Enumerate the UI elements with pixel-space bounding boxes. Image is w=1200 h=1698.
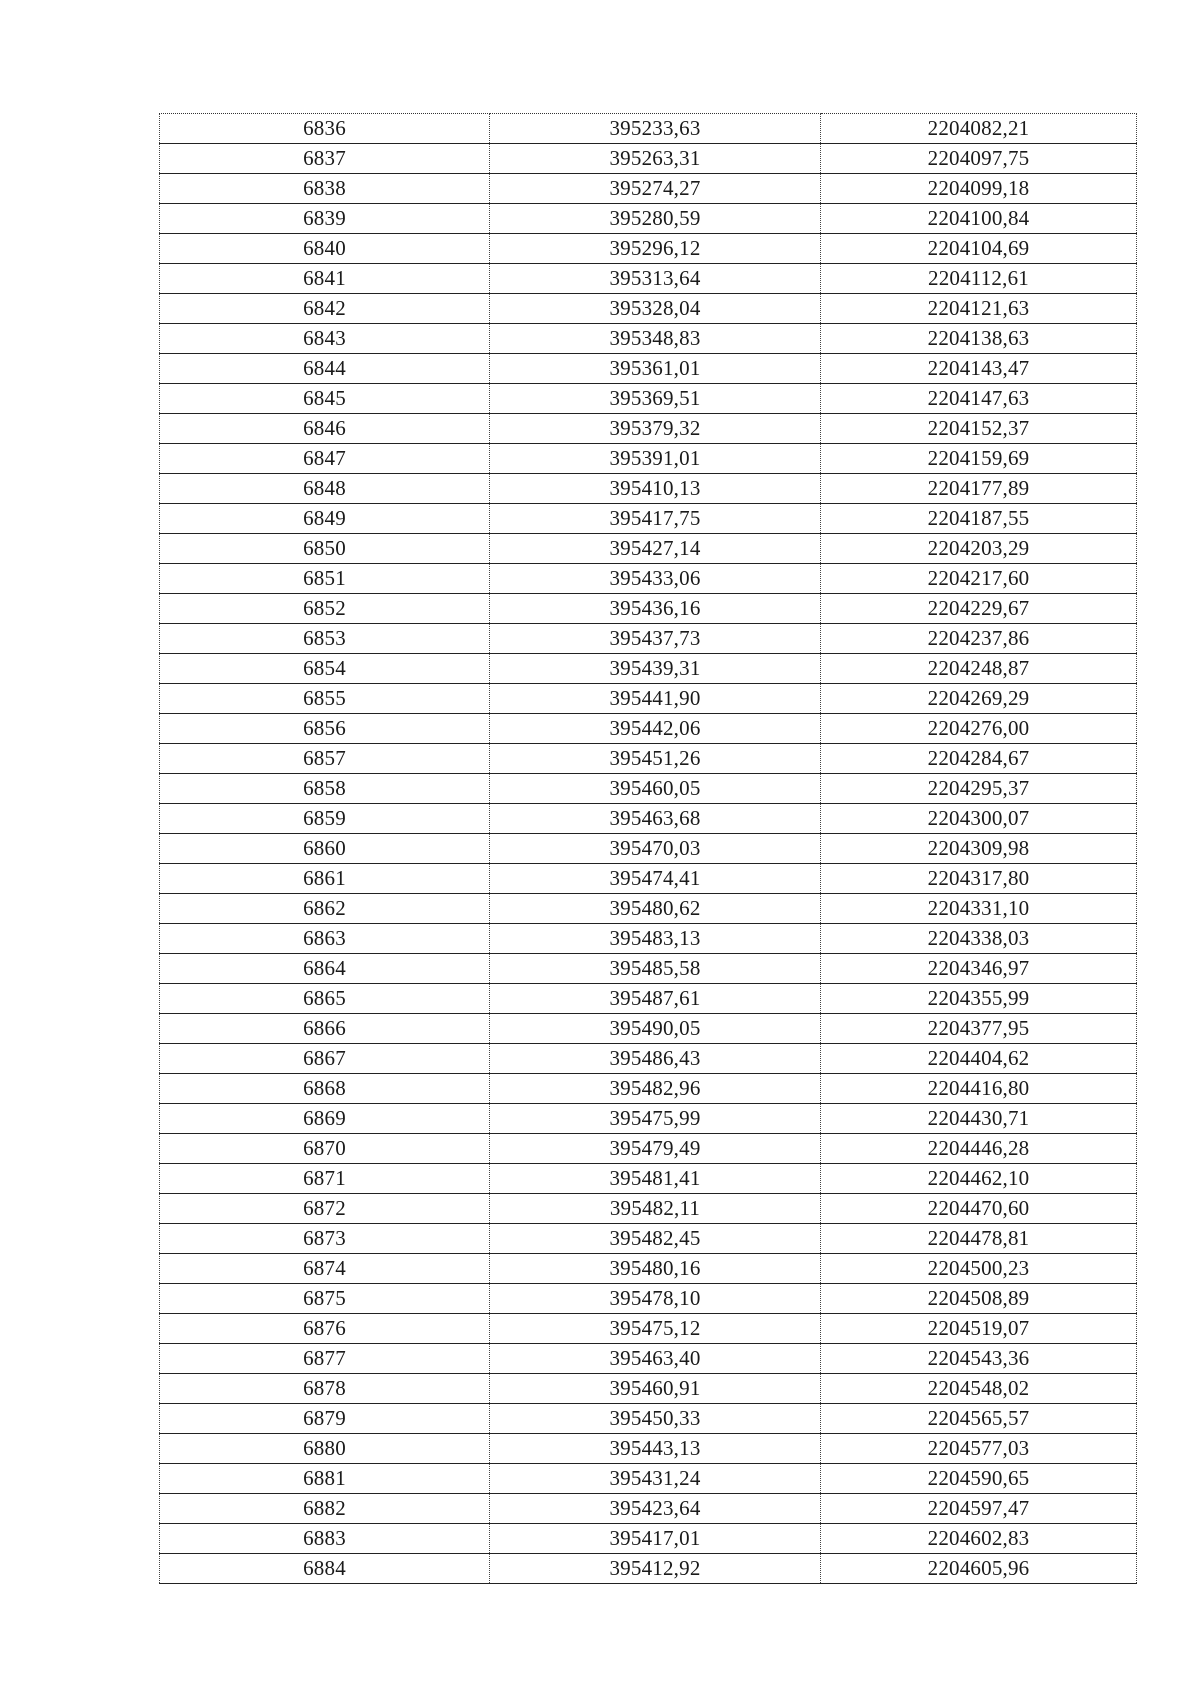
point-number-cell: 6874 [160, 1254, 490, 1284]
x-coordinate-cell: 395460,91 [490, 1374, 821, 1404]
table-row [160, 1284, 1137, 1314]
x-coordinate-cell: 395369,51 [490, 384, 821, 414]
x-coordinate-cell: 395437,73 [490, 624, 821, 654]
table-row [160, 354, 1137, 384]
table-row [160, 1434, 1137, 1464]
point-number-cell: 6855 [160, 684, 490, 714]
table-row [160, 984, 1137, 1014]
y-coordinate-cell: 2204577,03 [821, 1434, 1137, 1464]
x-coordinate-cell: 395439,31 [490, 654, 821, 684]
x-coordinate-cell: 395474,41 [490, 864, 821, 894]
y-coordinate-cell: 2204317,80 [821, 864, 1137, 894]
table-row [160, 234, 1137, 264]
y-coordinate-cell: 2204377,95 [821, 1014, 1137, 1044]
x-coordinate-cell: 395481,41 [490, 1164, 821, 1194]
point-number-cell: 6859 [160, 804, 490, 834]
y-coordinate-cell: 2204237,86 [821, 624, 1137, 654]
point-number-cell: 6836 [160, 114, 490, 144]
table-row [160, 894, 1137, 924]
x-coordinate-cell: 395463,68 [490, 804, 821, 834]
point-number-cell: 6856 [160, 714, 490, 744]
point-number-cell: 6883 [160, 1524, 490, 1554]
y-coordinate-cell: 2204331,10 [821, 894, 1137, 924]
x-coordinate-cell: 395361,01 [490, 354, 821, 384]
y-coordinate-cell: 2204269,29 [821, 684, 1137, 714]
x-coordinate-cell: 395463,40 [490, 1344, 821, 1374]
point-number-cell: 6865 [160, 984, 490, 1014]
y-coordinate-cell: 2204309,98 [821, 834, 1137, 864]
x-coordinate-cell: 395280,59 [490, 204, 821, 234]
x-coordinate-cell: 395431,24 [490, 1464, 821, 1494]
y-coordinate-cell: 2204248,87 [821, 654, 1137, 684]
y-coordinate-cell: 2204470,60 [821, 1194, 1137, 1224]
y-coordinate-cell: 2204355,99 [821, 984, 1137, 1014]
table-row [160, 1044, 1137, 1074]
point-number-cell: 6849 [160, 504, 490, 534]
table-row [160, 1254, 1137, 1284]
y-coordinate-cell: 2204478,81 [821, 1224, 1137, 1254]
point-number-cell: 6851 [160, 564, 490, 594]
x-coordinate-cell: 395480,16 [490, 1254, 821, 1284]
point-number-cell: 6854 [160, 654, 490, 684]
y-coordinate-cell: 2204099,18 [821, 174, 1137, 204]
point-number-cell: 6877 [160, 1344, 490, 1374]
y-coordinate-cell: 2204100,84 [821, 204, 1137, 234]
x-coordinate-cell: 395348,83 [490, 324, 821, 354]
x-coordinate-cell: 395470,03 [490, 834, 821, 864]
table-row [160, 834, 1137, 864]
x-coordinate-cell: 395483,13 [490, 924, 821, 954]
point-number-cell: 6879 [160, 1404, 490, 1434]
table-row [160, 564, 1137, 594]
table-row [160, 594, 1137, 624]
table-row [160, 1014, 1137, 1044]
x-coordinate-cell: 395487,61 [490, 984, 821, 1014]
point-number-cell: 6872 [160, 1194, 490, 1224]
point-number-cell: 6842 [160, 294, 490, 324]
point-number-cell: 6876 [160, 1314, 490, 1344]
table-row [160, 804, 1137, 834]
x-coordinate-cell: 395391,01 [490, 444, 821, 474]
point-number-cell: 6841 [160, 264, 490, 294]
point-number-cell: 6850 [160, 534, 490, 564]
x-coordinate-cell: 395443,13 [490, 1434, 821, 1464]
x-coordinate-cell: 395475,99 [490, 1104, 821, 1134]
x-coordinate-cell: 395296,12 [490, 234, 821, 264]
point-number-cell: 6863 [160, 924, 490, 954]
x-coordinate-cell: 395410,13 [490, 474, 821, 504]
y-coordinate-cell: 2204203,29 [821, 534, 1137, 564]
y-coordinate-cell: 2204082,21 [821, 114, 1137, 144]
y-coordinate-cell: 2204159,69 [821, 444, 1137, 474]
y-coordinate-cell: 2204112,61 [821, 264, 1137, 294]
x-coordinate-cell: 395328,04 [490, 294, 821, 324]
table-row [160, 444, 1137, 474]
point-number-cell: 6838 [160, 174, 490, 204]
table-row [160, 1224, 1137, 1254]
point-number-cell: 6881 [160, 1464, 490, 1494]
table-row [160, 534, 1137, 564]
y-coordinate-cell: 2204338,03 [821, 924, 1137, 954]
table-row [160, 924, 1137, 954]
table-row [160, 864, 1137, 894]
x-coordinate-cell: 395313,64 [490, 264, 821, 294]
x-coordinate-cell: 395274,27 [490, 174, 821, 204]
point-number-cell: 6884 [160, 1554, 490, 1584]
x-coordinate-cell: 395460,05 [490, 774, 821, 804]
point-number-cell: 6844 [160, 354, 490, 384]
table-row [160, 1404, 1137, 1434]
table-row [160, 414, 1137, 444]
y-coordinate-cell: 2204104,69 [821, 234, 1137, 264]
y-coordinate-cell: 2204284,67 [821, 744, 1137, 774]
point-number-cell: 6880 [160, 1434, 490, 1464]
x-coordinate-cell: 395433,06 [490, 564, 821, 594]
point-number-cell: 6868 [160, 1074, 490, 1104]
x-coordinate-cell: 395482,11 [490, 1194, 821, 1224]
x-coordinate-cell: 395417,75 [490, 504, 821, 534]
table-row [160, 1344, 1137, 1374]
table-row [160, 744, 1137, 774]
table-row [160, 204, 1137, 234]
x-coordinate-cell: 395263,31 [490, 144, 821, 174]
y-coordinate-cell: 2204565,57 [821, 1404, 1137, 1434]
table-row [160, 144, 1137, 174]
point-number-cell: 6848 [160, 474, 490, 504]
x-coordinate-cell: 395379,32 [490, 414, 821, 444]
point-number-cell: 6866 [160, 1014, 490, 1044]
y-coordinate-cell: 2204187,55 [821, 504, 1137, 534]
y-coordinate-cell: 2204177,89 [821, 474, 1137, 504]
point-number-cell: 6878 [160, 1374, 490, 1404]
table-row [160, 954, 1137, 984]
y-coordinate-cell: 2204143,47 [821, 354, 1137, 384]
x-coordinate-cell: 395480,62 [490, 894, 821, 924]
y-coordinate-cell: 2204590,65 [821, 1464, 1137, 1494]
table-row [160, 114, 1137, 144]
y-coordinate-cell: 2204416,80 [821, 1074, 1137, 1104]
point-number-cell: 6882 [160, 1494, 490, 1524]
y-coordinate-cell: 2204346,97 [821, 954, 1137, 984]
table-row [160, 1554, 1137, 1584]
point-number-cell: 6837 [160, 144, 490, 174]
x-coordinate-cell: 395417,01 [490, 1524, 821, 1554]
y-coordinate-cell: 2204404,62 [821, 1044, 1137, 1074]
x-coordinate-cell: 395451,26 [490, 744, 821, 774]
table-row [160, 1074, 1137, 1104]
table-row [160, 264, 1137, 294]
point-number-cell: 6852 [160, 594, 490, 624]
x-coordinate-cell: 395412,92 [490, 1554, 821, 1584]
y-coordinate-cell: 2204548,02 [821, 1374, 1137, 1404]
x-coordinate-cell: 395486,43 [490, 1044, 821, 1074]
table-row [160, 1134, 1137, 1164]
y-coordinate-cell: 2204500,23 [821, 1254, 1137, 1284]
point-number-cell: 6843 [160, 324, 490, 354]
table-row [160, 384, 1137, 414]
point-number-cell: 6867 [160, 1044, 490, 1074]
table-row [160, 1164, 1137, 1194]
table-row [160, 324, 1137, 354]
x-coordinate-cell: 395233,63 [490, 114, 821, 144]
point-number-cell: 6860 [160, 834, 490, 864]
point-number-cell: 6873 [160, 1224, 490, 1254]
x-coordinate-cell: 395427,14 [490, 534, 821, 564]
y-coordinate-cell: 2204462,10 [821, 1164, 1137, 1194]
y-coordinate-cell: 2204597,47 [821, 1494, 1137, 1524]
x-coordinate-cell: 395482,45 [490, 1224, 821, 1254]
x-coordinate-cell: 395442,06 [490, 714, 821, 744]
x-coordinate-cell: 395478,10 [490, 1284, 821, 1314]
y-coordinate-cell: 2204605,96 [821, 1554, 1137, 1584]
y-coordinate-cell: 2204430,71 [821, 1104, 1137, 1134]
x-coordinate-cell: 395450,33 [490, 1404, 821, 1434]
point-number-cell: 6870 [160, 1134, 490, 1164]
y-coordinate-cell: 2204519,07 [821, 1314, 1137, 1344]
y-coordinate-cell: 2204147,63 [821, 384, 1137, 414]
y-coordinate-cell: 2204508,89 [821, 1284, 1137, 1314]
y-coordinate-cell: 2204300,07 [821, 804, 1137, 834]
y-coordinate-cell: 2204121,63 [821, 294, 1137, 324]
table-row [160, 714, 1137, 744]
y-coordinate-cell: 2204138,63 [821, 324, 1137, 354]
point-number-cell: 6857 [160, 744, 490, 774]
table-row [160, 1464, 1137, 1494]
point-number-cell: 6839 [160, 204, 490, 234]
y-coordinate-cell: 2204602,83 [821, 1524, 1137, 1554]
y-coordinate-cell: 2204152,37 [821, 414, 1137, 444]
table-row [160, 474, 1137, 504]
table-row [160, 1314, 1137, 1344]
table-row [160, 1524, 1137, 1554]
table-row [160, 1494, 1137, 1524]
y-coordinate-cell: 2204543,36 [821, 1344, 1137, 1374]
x-coordinate-cell: 395423,64 [490, 1494, 821, 1524]
point-number-cell: 6846 [160, 414, 490, 444]
point-number-cell: 6858 [160, 774, 490, 804]
table-row [160, 1374, 1137, 1404]
y-coordinate-cell: 2204295,37 [821, 774, 1137, 804]
table-row [160, 774, 1137, 804]
table-row [160, 1194, 1137, 1224]
point-number-cell: 6847 [160, 444, 490, 474]
point-number-cell: 6869 [160, 1104, 490, 1134]
x-coordinate-cell: 395482,96 [490, 1074, 821, 1104]
y-coordinate-cell: 2204276,00 [821, 714, 1137, 744]
y-coordinate-cell: 2204229,67 [821, 594, 1137, 624]
x-coordinate-cell: 395475,12 [490, 1314, 821, 1344]
table-body [160, 114, 1137, 1584]
table-row [160, 684, 1137, 714]
coordinates-table [159, 113, 1137, 1584]
table-row [160, 1104, 1137, 1134]
table-row [160, 654, 1137, 684]
point-number-cell: 6875 [160, 1284, 490, 1314]
point-number-cell: 6862 [160, 894, 490, 924]
x-coordinate-cell: 395436,16 [490, 594, 821, 624]
y-coordinate-cell: 2204446,28 [821, 1134, 1137, 1164]
point-number-cell: 6861 [160, 864, 490, 894]
table-row [160, 174, 1137, 204]
table-row [160, 504, 1137, 534]
y-coordinate-cell: 2204217,60 [821, 564, 1137, 594]
y-coordinate-cell: 2204097,75 [821, 144, 1137, 174]
point-number-cell: 6871 [160, 1164, 490, 1194]
point-number-cell: 6845 [160, 384, 490, 414]
point-number-cell: 6853 [160, 624, 490, 654]
table-row [160, 294, 1137, 324]
point-number-cell: 6840 [160, 234, 490, 264]
point-number-cell: 6864 [160, 954, 490, 984]
x-coordinate-cell: 395479,49 [490, 1134, 821, 1164]
x-coordinate-cell: 395441,90 [490, 684, 821, 714]
x-coordinate-cell: 395485,58 [490, 954, 821, 984]
x-coordinate-cell: 395490,05 [490, 1014, 821, 1044]
table-row [160, 624, 1137, 654]
